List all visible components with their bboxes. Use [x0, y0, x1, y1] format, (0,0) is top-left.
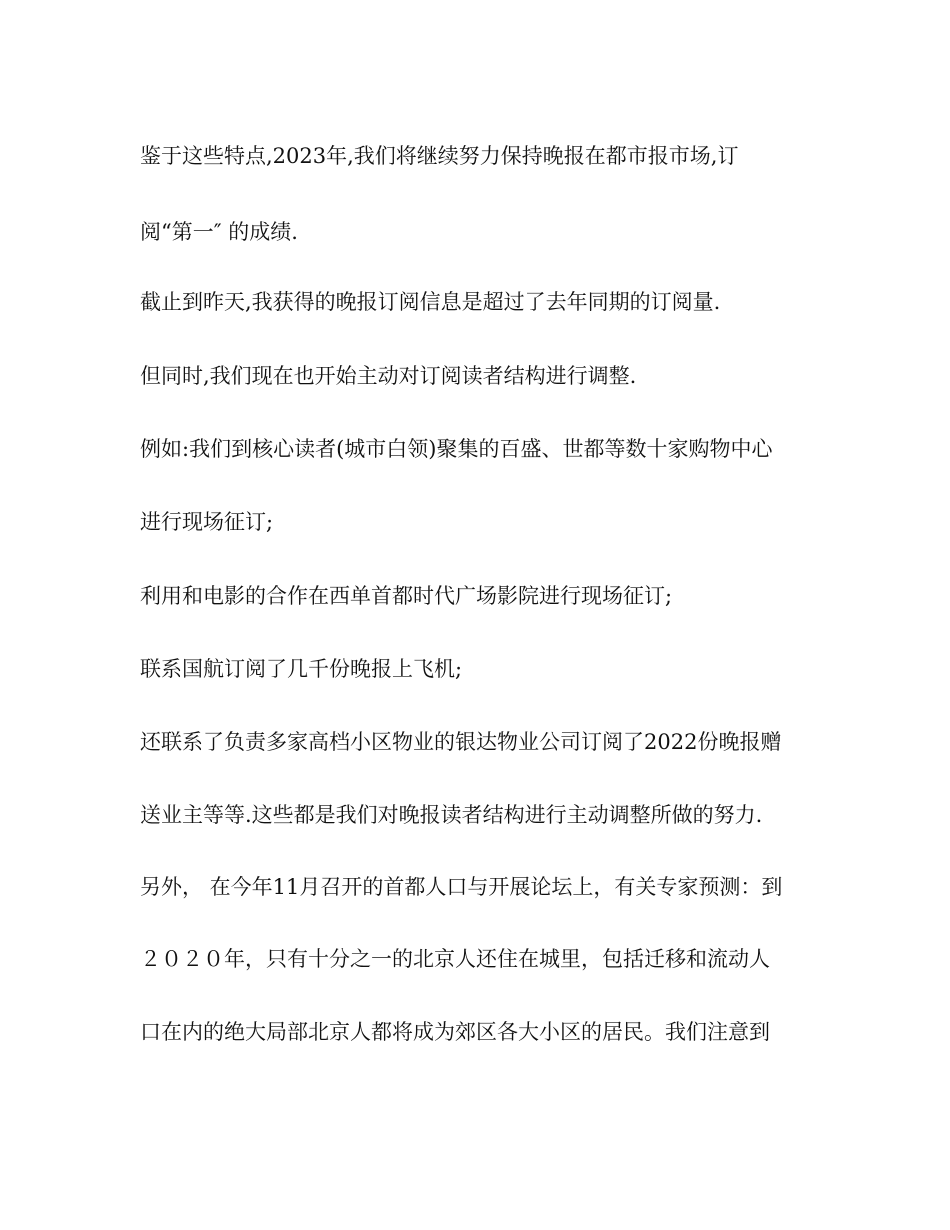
text-line-7: 利用和电影的合作在西单首都时代广场影院进行现场征订;: [140, 584, 673, 608]
text-line-8: 联系国航订阅了几千份晚报上飞机;: [140, 657, 463, 681]
text-line-9: 还联系了负责多家高档小区物业的银达物业公司订阅了2022份晚报赠: [140, 730, 782, 754]
text-line-4: 但同时,我们现在也开始主动对订阅读者结构进行调整.: [140, 364, 637, 388]
text-line-5: 例如:我们到核心读者(城市白领)聚集的百盛、世都等数十家购物中心: [140, 437, 773, 461]
text-line-1: 鉴于这些特点,2023年,我们将继续努力保持晚报在都市报市场,订: [140, 144, 739, 168]
text-line-12: ２０２０年，只有十分之一的北京人还住在城里，包括迁移和流动人: [140, 947, 770, 971]
text-line-13: 口在内的绝大局部北京人都将成为郊区各大小区的居民。我们注意到: [140, 1020, 770, 1044]
text-line-10: 送业主等等.这些都是我们对晚报读者结构进行主动调整所做的努力.: [140, 803, 763, 827]
text-line-11: 另外， 在今年11月召开的首都人口与开展论坛上，有关专家预测：到: [140, 875, 783, 899]
text-line-3: 截止到昨天,我获得的晚报订阅信息是超过了去年同期的订阅量.: [140, 290, 721, 314]
text-line-2: 阅“第一″ 的成绩.: [140, 220, 298, 244]
text-line-6: 进行现场征订;: [140, 510, 274, 534]
